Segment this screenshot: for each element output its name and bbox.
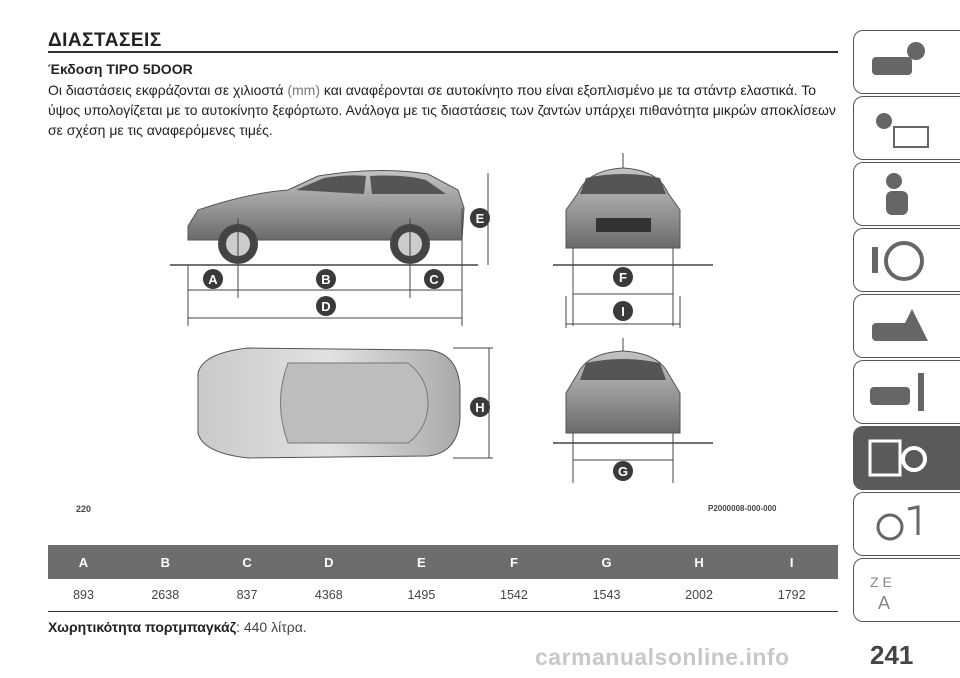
table-header: C: [212, 545, 283, 579]
page-title: ΔΙΑΣΤΑΣΕΙΣ: [48, 30, 162, 51]
paragraph-text-end: και αναφέρονται σε αυτοκίνητο που είναι εξοπλισμένο με τα στάντρ ελαστικά. Το ύψος υπολογίζεται με το αυτοκίνητο ξεφόρτωτο. Ανάλογα με τις διαστάσεις των ζαντών υπάρχει πιθανότητα μικρών αποκλίσεων σε σχέση με τις αναφερόμενες τιμές.: [48, 82, 836, 138]
title-divider: [48, 51, 838, 53]
sidebar-tab-index[interactable]: [853, 558, 960, 622]
marker-d: D: [321, 299, 331, 314]
marker-c: C: [429, 272, 439, 287]
technical-data-icon: [864, 433, 934, 483]
capacity-value: : 440 λίτρα.: [236, 619, 307, 635]
sidebar-tab-emergency[interactable]: [853, 294, 960, 358]
table-header: G: [560, 545, 653, 579]
table-cell: 1542: [468, 579, 561, 612]
table-header: A: [48, 545, 119, 579]
table-cell: 837: [212, 579, 283, 612]
table-cell: 4368: [283, 579, 376, 612]
section-subtitle: Έκδοση TIPO 5DOOR: [48, 61, 193, 77]
car-info-icon: [864, 37, 934, 87]
paragraph-text-start: Οι διαστάσεις εκφράζονται σε χιλιοστά: [48, 82, 288, 98]
table-header: D: [283, 545, 376, 579]
table-cell: 1792: [745, 579, 838, 612]
dimensions-figure: [48, 148, 838, 516]
table-header: E: [375, 545, 468, 579]
sidebar-tab-safety[interactable]: [853, 162, 960, 226]
dimensions-table: [48, 545, 838, 612]
table-cell: 1495: [375, 579, 468, 612]
marker-e: E: [475, 211, 485, 226]
paragraph-unit: (mm): [287, 82, 320, 98]
index-icon: [864, 565, 934, 615]
marker-b: B: [321, 272, 331, 287]
sidebar-tab-warning-lights[interactable]: [853, 96, 960, 160]
table-header: F: [468, 545, 561, 579]
warning-lights-icon: [864, 103, 934, 153]
table-row: [48, 579, 838, 612]
table-cell: 893: [48, 579, 119, 612]
emergency-icon: [864, 301, 934, 351]
top-view-car: [198, 348, 493, 458]
marker-a: A: [208, 272, 218, 287]
rear-view-car: [553, 338, 713, 483]
intro-paragraph: [48, 80, 848, 140]
trunk-capacity: [48, 619, 307, 635]
table-cell: 2002: [653, 579, 746, 612]
marker-i: I: [621, 304, 625, 319]
multimedia-icon: [864, 499, 934, 549]
table-header-row: [48, 545, 838, 579]
table-header: I: [745, 545, 838, 579]
dimensions-drawing: [48, 148, 838, 516]
marker-g: G: [617, 464, 629, 479]
sidebar-tab-technical-data[interactable]: [853, 426, 960, 490]
figure-number: 220: [76, 504, 92, 514]
sidebar-tab-starting-driving[interactable]: [853, 228, 960, 292]
svg-text:Z E: Z E: [870, 574, 892, 590]
table-header: H: [653, 545, 746, 579]
marker-f: F: [619, 270, 627, 285]
maintenance-icon: [864, 367, 934, 417]
watermark: carmanualsonline.info: [535, 644, 790, 670]
figure-code: P2000008-000-000: [708, 504, 777, 513]
capacity-label: Χωρητικότητα πορτμπαγκάζ: [48, 619, 237, 635]
table-cell: 1543: [560, 579, 653, 612]
front-view-car: [553, 153, 713, 328]
steering-wheel-icon: [864, 235, 934, 285]
sidebar-tab-multimedia[interactable]: [853, 492, 960, 556]
table-cell: 2638: [119, 579, 212, 612]
sidebar-tab-maintenance[interactable]: [853, 360, 960, 424]
table-header: B: [119, 545, 212, 579]
page-number: 241: [870, 640, 914, 670]
svg-text:A: A: [878, 593, 891, 613]
sidebar-tab-car-info[interactable]: [853, 30, 960, 94]
safety-seatbelt-icon: [864, 169, 934, 219]
marker-h: H: [475, 400, 485, 415]
